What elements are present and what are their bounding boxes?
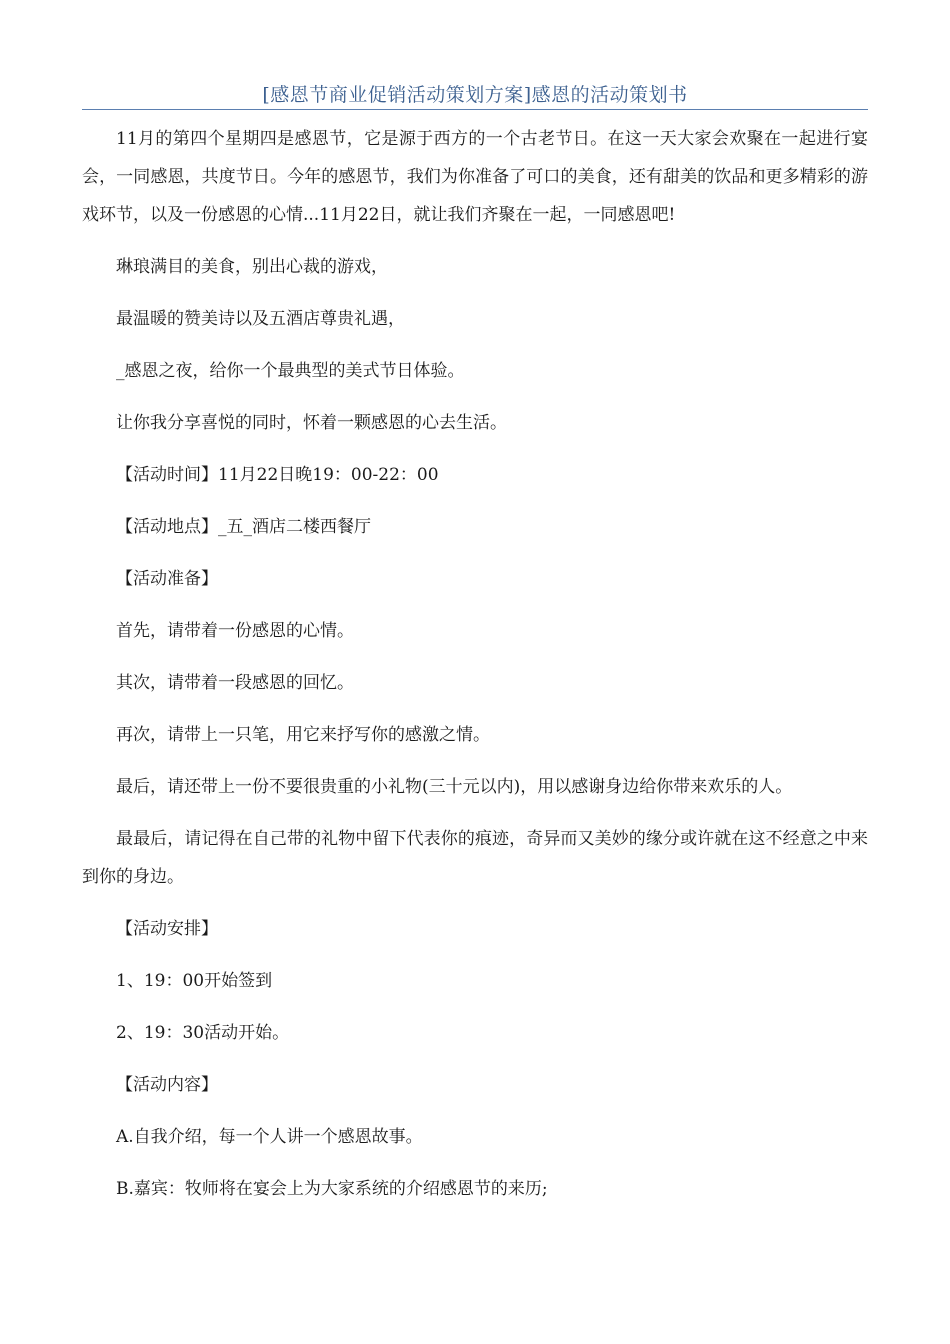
paragraph-line-share: 让你我分享喜悦的同时，怀着一颗感恩的心去生活。 xyxy=(116,413,507,433)
prep-item-first: 首先，请带着一份感恩的心情。 xyxy=(116,621,354,641)
prep-item-final: 最最后，请记得在自己带的礼物中留下代表你的痕迹，奇异而又美妙的缘分或许就在这不经意之中来到你的身边。 xyxy=(82,829,868,887)
paragraph-line-night: _感恩之夜，给你一个最典型的美式节日体验。 xyxy=(116,361,465,381)
header-divider xyxy=(82,109,868,110)
prep-item-second: 其次，请带着一段感恩的回忆。 xyxy=(116,673,354,693)
content-item-b: B.嘉宾：牧师将在宴会上为大家系统的介绍感恩节的来历; xyxy=(116,1179,548,1199)
event-location: 【活动地点】_五_酒店二楼西餐厅 xyxy=(116,517,371,537)
paragraph-line-food: 琳琅满目的美食，别出心裁的游戏， xyxy=(116,257,388,277)
section-heading-content: 【活动内容】 xyxy=(116,1075,218,1095)
section-heading-schedule: 【活动安排】 xyxy=(116,919,218,939)
event-time: 【活动时间】11月22日晚19：00-22：00 xyxy=(116,465,439,485)
schedule-item-1: 1、19：00开始签到 xyxy=(116,971,273,991)
schedule-item-2: 2、19：30活动开始。 xyxy=(116,1023,290,1043)
paragraph-line-hymn: 最温暖的赞美诗以及五酒店尊贵礼遇， xyxy=(116,309,405,329)
page-header-title: [感恩节商业促销活动策划方案]感恩的活动策划书 xyxy=(262,84,688,106)
document-body xyxy=(82,120,868,1222)
prep-item-last: 最后，请还带上一份不要很贵重的小礼物(三十元以内)，用以感谢身边给你带来欢乐的人。 xyxy=(116,777,793,797)
content-item-a: A.自我介绍，每一个人讲一个感恩故事。 xyxy=(116,1127,423,1147)
prep-item-third: 再次，请带上一只笔，用它来抒写你的感激之情。 xyxy=(116,725,490,745)
section-heading-preparation: 【活动准备】 xyxy=(116,569,218,589)
paragraph-intro: 11月的第四个星期四是感恩节，它是源于西方的一个古老节日。在这一天大家会欢聚在一起进行宴会，一同感恩，共度节日。今年的感恩节，我们为你准备了可口的美食，还有甜美的饮品和更多精彩的游戏环节，以及一份感恩的心情...11月22日，就让我们齐聚在一起，一同感恩吧! xyxy=(82,129,868,225)
